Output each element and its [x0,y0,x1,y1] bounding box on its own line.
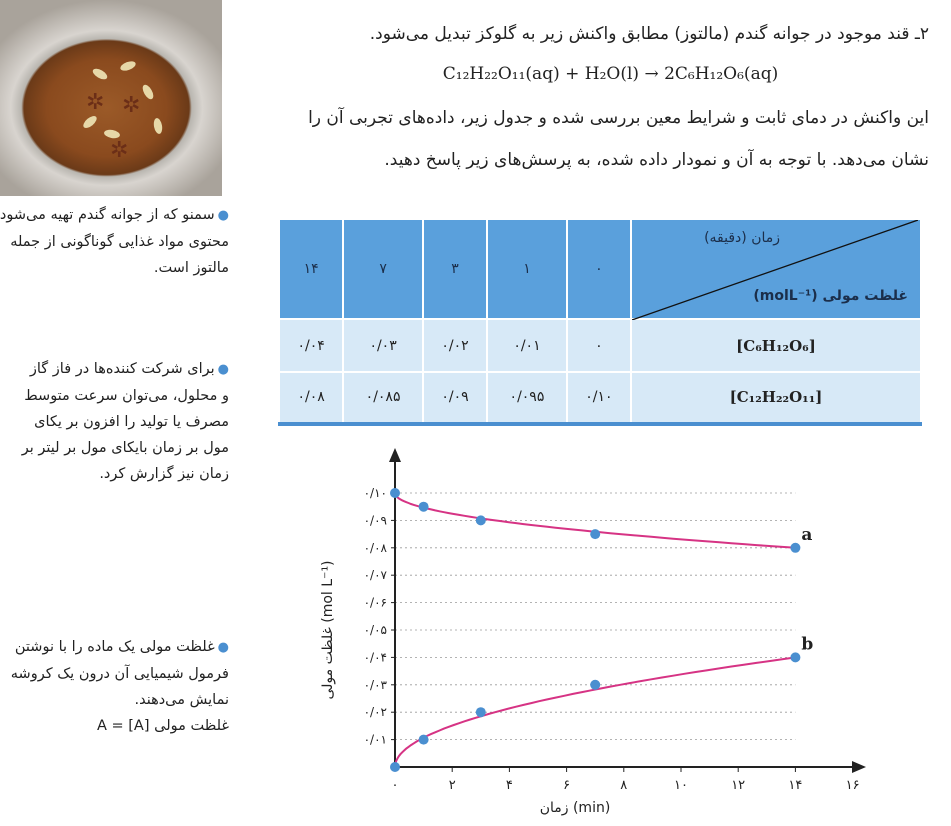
y-tick-label: ۰/۰۲ [363,705,387,720]
data-point-a [390,488,400,498]
value-cell: ۰/۰۱ [487,319,567,371]
value-cell: ۰ [567,319,631,371]
time-cell: ۰ [567,219,631,319]
reaction-equation: C₁₂H₂₂O₁₁(aq) + H₂O(l) → 2C₆H₁₂O₆(aq) [442,64,779,84]
time-cell: ۷ [343,219,423,319]
data-point-b [476,707,486,717]
time-cell: ۳ [423,219,487,319]
molar-note: ●غلظت مولی یک ماده را با نوشتن فرمول شیمیایی آن درون یک کروشه نمایش می‌دهند. غلظت مولی A = [A] [10,639,229,734]
y-tick-label: ۰/۰۶ [363,595,387,610]
data-table [278,218,922,426]
bullet-icon: ● [217,208,229,223]
x-axis-arrow [852,761,866,773]
x-tick-label: ۴ [505,778,513,793]
x-tick-label: ۰ [391,778,399,793]
data-point-a [419,502,429,512]
y-tick-label: ۰/۰۸ [363,540,387,555]
x-tick-label: ۱۴ [788,778,803,793]
value-cell: ۰/۰۴ [279,319,343,371]
value-cell: ۰/۰۸ [279,372,343,424]
y-tick-label: ۰/۰۷ [363,568,387,583]
x-tick-label: ۱۰ [674,778,688,793]
value-cell: ۰/۰۸۵ [343,372,423,424]
data-point-a [590,529,600,539]
concentration-chart [300,440,880,820]
data-point-b [590,680,600,690]
y-tick-label: ۰/۰۵ [363,623,387,637]
data-point-a [790,543,800,553]
value-cell: ۰/۰۹۵ [487,372,567,424]
x-tick-label: ۲ [448,778,456,793]
glucose-label: [C₆H₁₂O₆] [631,319,921,371]
samanu-photo: ✲ ✲ ✲ [0,0,222,196]
x-tick-label: ۱۲ [731,778,746,793]
problem-line-1: ۲ـ قند موجود در جوانه گندم (مالتوز) مطابق واکنش زیر به گلوکز تبدیل می‌شود. [369,24,929,44]
problem-line-3: نشان می‌دهد. با توجه به آن و نمودار داده شده، به پرسش‌های زیر پاسخ دهید. [384,150,929,170]
time-cell: ۱ [487,219,567,319]
data-point-b [790,652,800,662]
value-cell: ۰/۱۰ [567,372,631,424]
maltose-label: [C₁₂H₂₂O₁₁] [631,372,921,424]
photo-caption: ●سمنو که از جوانه گندم تهیه می‌شود محتوی مواد غذایی گوناگونی از جمله مالتوز است. [0,207,229,276]
time-cell: ۱۴ [279,219,343,319]
time-header: زمان (دقیقه) [704,230,780,246]
y-tick-label: ۰/۰۳ [363,677,387,692]
data-point-b [390,762,400,772]
value-cell: ۰/۰۳ [343,319,423,371]
rate-note: ●برای شرکت کننده‌ها در فاز گاز و محلول، می‌توان سرعت متوسط مصرف یا تولید را افزون بر یکای مول بر زمان بایکای مول بر لیتر بر زمان نیز گزارش کرد. [21,361,229,482]
value-cell: ۰/۰۹ [423,372,487,424]
bullet-icon: ● [217,640,229,655]
y-tick-label: ۰/۰۹ [363,513,387,528]
x-tick-label: ۱۶ [845,778,860,793]
table-corner-header [631,219,921,319]
y-tick-label: ۰/۰۱ [363,732,387,747]
y-tick-label: ۰/۰۴ [363,650,387,665]
x-axis-label: زمان (min) [539,800,611,816]
value-cell: ۰/۰۲ [423,319,487,371]
data-point-a [476,515,486,525]
concentration-header: غلظت مولی (molL⁻¹) [753,288,908,305]
series-label-b: b [801,634,814,655]
y-axis-arrow [389,448,401,462]
bullet-icon: ● [217,362,229,377]
series-label-a: a [801,524,813,545]
y-tick-label: ۰/۱۰ [363,486,387,500]
data-point-b [419,735,429,745]
x-tick-label: ۸ [620,778,628,793]
problem-line-2: این واکنش در دمای ثابت و شرایط معین بررسی شده و جدول زیر، داده‌های تجربی آن را [308,108,929,128]
y-axis-label: غلظت مولی (mol L⁻¹) [320,560,336,700]
x-tick-label: ۶ [563,778,571,793]
